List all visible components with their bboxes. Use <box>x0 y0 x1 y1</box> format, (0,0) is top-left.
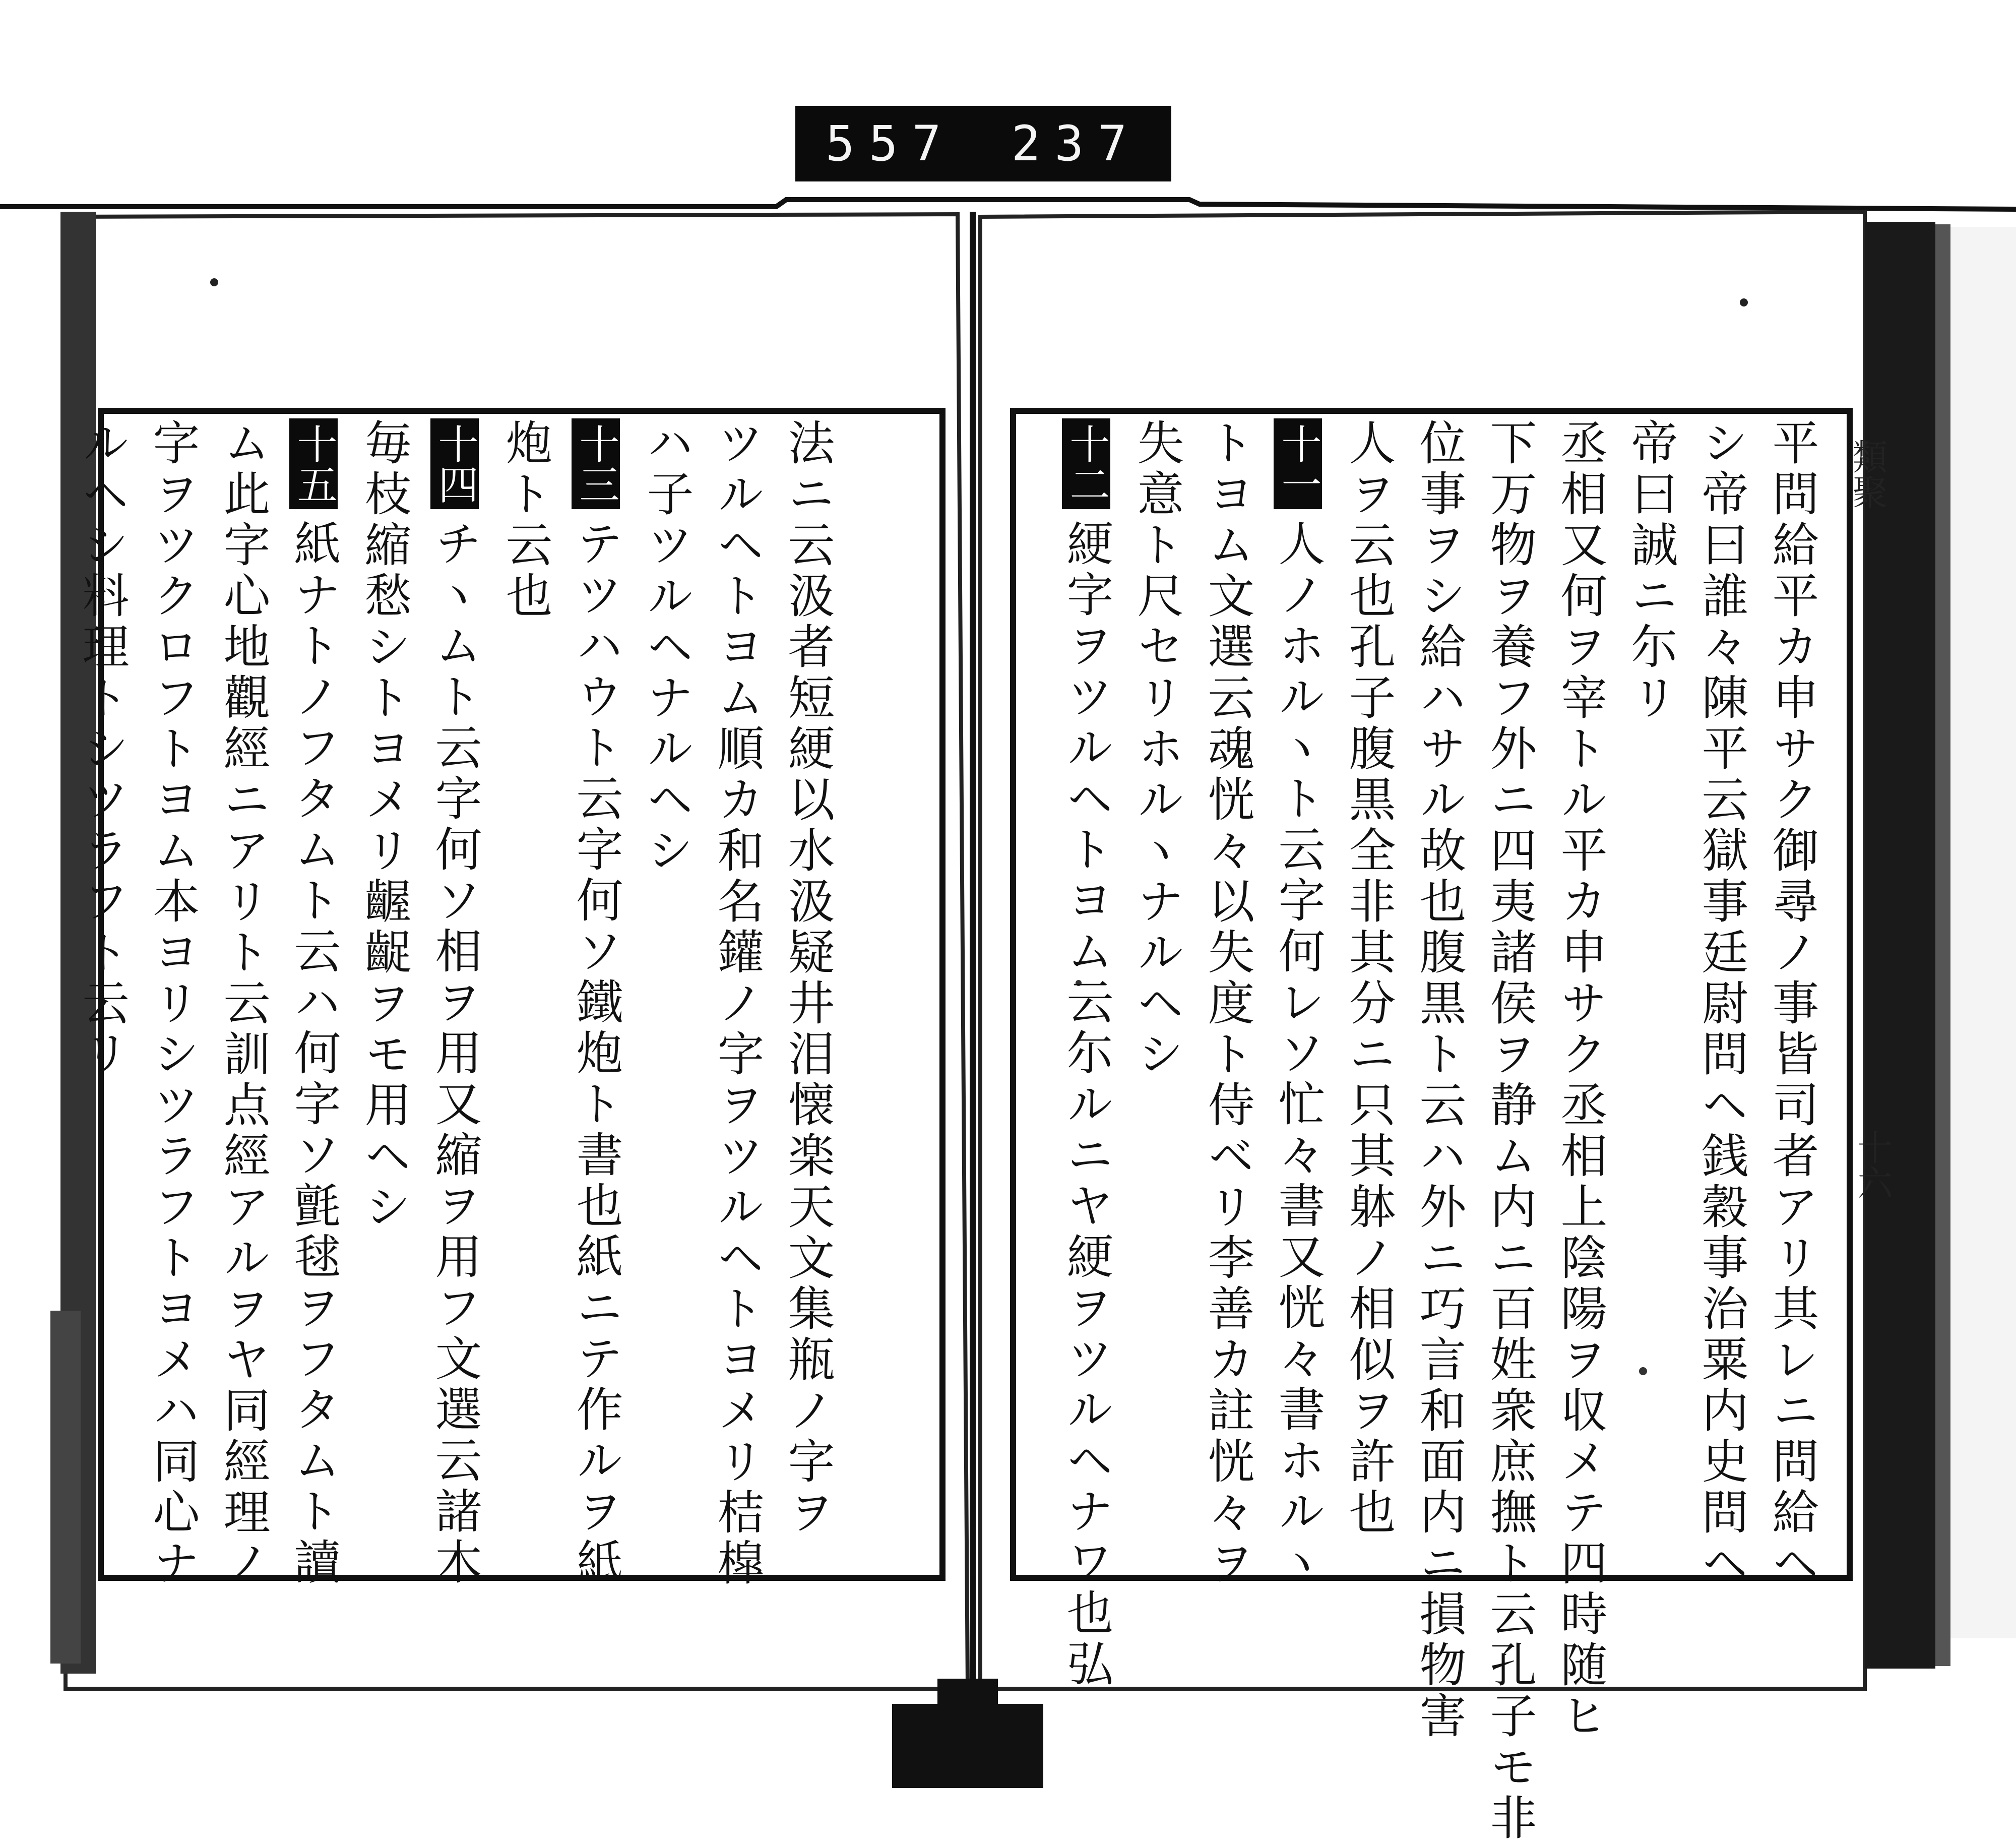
entry-number: 十二 <box>1062 418 1110 509</box>
entry-number: 十五 <box>289 418 338 509</box>
text-column <box>490 418 560 1570</box>
right-page-text <box>1021 418 1827 1844</box>
column-text: 法ニ云汲者短綆以水汲疑井泪懐楽天文集瓶ノ字ヲ <box>780 418 835 1539</box>
text-column <box>1545 418 1615 1742</box>
text-column <box>137 418 208 1589</box>
text-column <box>1615 418 1686 1570</box>
column-text: 下万物ヲ養フ外ニ四夷諸侯ヲ静ム内ニ百姓衆庶撫ト云孔子モ非 <box>1482 418 1537 1844</box>
column-text: ツルヘトヨム順カ和名鑵ノ字ヲツルヘトヨメリ桔槹 <box>710 418 764 1589</box>
column-text: 人ノホルヽト云字何レソ忙々書又恍々書ホルヽ <box>1271 519 1325 1588</box>
entry-number: 十一 <box>1274 418 1322 509</box>
call-number-label <box>795 106 1171 181</box>
column-text: テツハウト云字何ソ鐵炮ト書也紙ニテ作ルヲ紙 <box>569 519 623 1588</box>
text-column <box>631 418 702 1570</box>
call-number-left: 557 <box>826 115 956 172</box>
column-text: ハ子ツルヘナルヘシ <box>639 418 694 877</box>
column-text: 帝曰誠ニ尓リ <box>1623 418 1678 724</box>
column-text: チヽムト云字何ソ相ヲ用又縮ヲ用フ文選云諸木 <box>427 519 482 1588</box>
entry-number: 十四 <box>430 418 479 509</box>
text-column <box>419 418 490 1588</box>
column-text: トヨム文選云魂恍々以失度ト侍ベリ李善カ註恍々ヲ <box>1200 418 1254 1589</box>
text-column <box>67 418 137 1570</box>
column-text: 失意ト尺セリホルヽナルヘシ <box>1129 418 1184 1080</box>
text-column <box>1474 418 1545 1844</box>
column-text: 人ヲ云也孔子腹黒全非其分ニ只其躰ノ相似ヲ許也 <box>1341 418 1396 1539</box>
folio-number: 十六 <box>1852 1129 1893 1200</box>
column-text: 毎枝縮愁シトヨメリ齷齪ヲモ用ヘシ <box>357 418 411 1233</box>
entry-number: 十三 <box>572 418 620 509</box>
text-column <box>208 418 278 1589</box>
text-column <box>772 418 843 1570</box>
column-text: 紙ナトノフタムト云ハ何字ソ氈毬ヲフタムト讀 <box>286 519 341 1588</box>
text-column <box>1051 418 1121 1690</box>
column-text: 平問給平カ申サク御尋ノ事皆司者アリ其レニ問給ヘ <box>1765 418 1819 1589</box>
text-column <box>349 418 419 1570</box>
text-column <box>1333 418 1404 1570</box>
column-text: ム此字心地觀經ニアリト云訓点經アルヲヤ同經理ノ <box>216 418 270 1589</box>
column-text: シ帝曰誰々陳平云獄事廷尉問ヘ銭穀事治粟内史問ヘ <box>1694 418 1748 1589</box>
text-column <box>1686 418 1756 1589</box>
column-text: 位事ヲシ給ハサル故也腹黒ト云ハ外ニ巧言和面内ニ損物害 <box>1412 418 1466 1742</box>
text-column <box>1121 418 1192 1570</box>
column-text: 丞相又何ヲ宰トル平カ申サク丞相上陰陽ヲ収メテ四時随ヒ <box>1553 418 1607 1742</box>
call-number-right: 237 <box>1011 115 1141 172</box>
text-column <box>1192 418 1263 1589</box>
text-column <box>560 418 631 1588</box>
column-text: 炮ト云也 <box>498 418 552 622</box>
text-column <box>1756 418 1827 1589</box>
text-column <box>1263 418 1333 1588</box>
column-text: 綆字ヲツルヘトヨム云尓ルニヤ綆ヲツルヘナワ也弘 <box>1059 519 1113 1690</box>
column-text: ルヘシ料理トシツラフト云リ <box>75 418 129 1080</box>
column-text: 字ヲツクロフトヨム本ヨリシツラフトヨメハ同心ナ <box>145 418 200 1589</box>
header-mark: 類聚 <box>1847 439 1888 509</box>
left-page-text <box>75 418 843 1589</box>
text-column <box>1404 418 1474 1742</box>
text-column <box>702 418 772 1589</box>
text-column <box>278 418 349 1588</box>
